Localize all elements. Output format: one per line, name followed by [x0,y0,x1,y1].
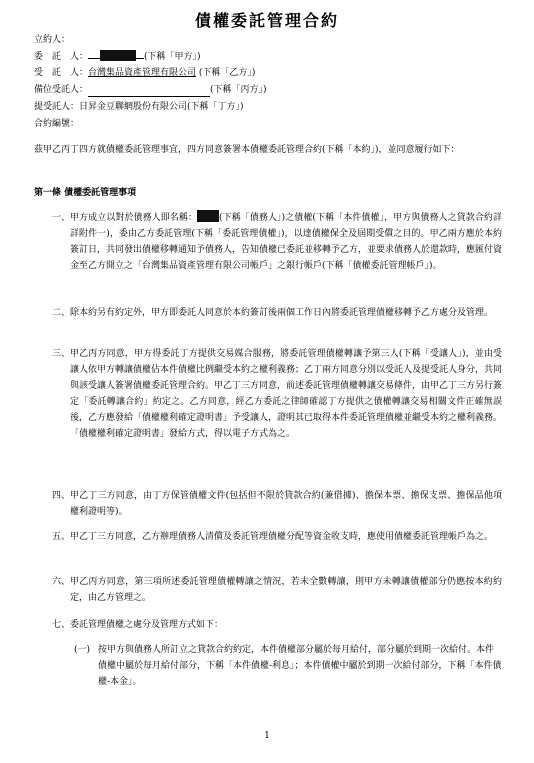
principal-underline-right [136,58,144,59]
page-number: 1 [264,731,270,741]
item-text: 甲乙丁三方同意，由丁方保管債權文件(包括但不限於貸款合約(兼借據)、擔保本票、擔保支票、擔保品他項權利證明等)。 [70,491,502,517]
article-1-heading: 第一條 債權委託管理事項 [34,188,137,198]
item-number: 四、 [52,491,71,501]
article-1-item-6 [52,574,502,606]
item-number: 六、 [52,577,71,587]
article-1-item-4 [52,488,502,520]
platform-line [34,101,244,113]
item-number: 一、 [52,213,71,223]
item-number: 七、 [52,620,71,630]
article-1-item-3 [52,346,502,442]
item-text: 甲乙丁三方同意，乙方辦理債務人清償及委託管理債權分配等資金收支時，應使用債權委託管理帳戶為之。 [70,532,494,542]
principal-redaction [100,50,136,61]
item-text-a: 甲方成立以對於債務人即名稱： [70,213,198,223]
item-number: 五、 [52,532,71,542]
principal-line [34,50,201,63]
article-1-item-2 [52,305,502,321]
item-text-b: (下稱「債務人」)之債權(下稱「本件債權」，甲方與債務人之貸款合約詳詳附件一)，委由乙方委託管理(下稱「委託管理債權」)，以達債權保全及屆期受償之目的。甲乙兩方應於本約簽訂日，共同發出債權移轉通知予債務人，告知債權已委託並移轉予乙方，並要求債務人於還款時，應匯付資金至乙方開立之「台灣集品資產管理有限公司帳戶」之銀行帳戶(下稱「債權委託管理帳戶」)。 [70,213,503,271]
item-text: 除本約另有約定外，甲方即委託人同意於本約簽訂後兩個工作日內將委託管理債權移轉予乙方處分及管理。 [70,308,494,318]
platform-text: 日昇金豆聯網股份有限公司(下稱「丁方」) [79,102,244,112]
trustee-line [34,67,255,79]
trustee-label: 受 託 人： [34,68,89,78]
article-1-item-1 [52,210,502,274]
assignee-label: 備位受託人： [34,85,89,95]
article-1-item-7 [52,617,502,633]
article-1-item-7-sub-1 [74,642,502,690]
assignee-line [34,84,267,97]
item-number: 二、 [52,308,71,318]
trustee-name: 台灣集品資產管理有限公司 [88,68,197,78]
contract-number: 合約編號： [34,119,80,129]
item-text: 甲乙丙方同意，第三項所述委託管理債權轉讓之情況，若未全數轉讓，則甲方未轉讓債權部分仍應按本約約定，由乙方管理之。 [70,577,502,603]
article-1-item-5 [52,529,502,545]
principal-label: 委 託 人： [34,52,89,62]
item-text: 委託管理債權之處分及管理方式如下： [70,620,224,630]
intro-paragraph: 茲甲乙丙丁四方就債權委託管理事宜，四方同意簽署本債權委託管理合約(下稱「本約」)，並同意履行如下： [34,145,460,155]
assignee-suffix: (下稱「丙方」) [210,85,267,95]
item-number: 三、 [52,349,71,359]
debtor-redaction [197,210,219,222]
parties-header: 立約人： [34,35,71,45]
trustee-suffix: (下稱「乙方」) [198,68,256,78]
item-text: 甲乙丙方同意，甲方得委託丁方提供交易媒合服務，將委託管理債權轉讓予第三人(下稱「受讓人」)，並由受讓人依甲方轉讓債權佔本件債權比例繼受本約之權利義務；乙丁兩方同意分別以受託人及提受託人身分，共同與該受讓人簽署債權委託管理合約。甲乙丁三方同意，前述委託管理債權轉讓交易條件，由甲乙丁三方另行簽定「委託轉讓合約」約定之。乙方同意，經乙方委託之律師確認丁方提供之債權轉讓交易相關文件正確無誤後，乙方應發給「債權權利確定證明書」予受讓人，證明其已取得本件委託管理債權並繼受本約之權利義務。「債權權利確定證明書」發給方式，得以電子方式為之。 [70,349,503,439]
platform-label: 提受託人： [34,102,80,112]
principal-suffix: (下稱「甲方」) [144,52,201,62]
sub-item-number: (一) [74,645,91,655]
assignee-blank [88,84,210,97]
principal-underline-left [88,58,100,59]
document-title: 債權委託管理合約 [194,11,339,30]
sub-item-text: 按甲方與債務人所訂立之貸款合約約定，本件債權部分屬於每月給付，部分屬於到期一次給付。本件債權中屬於每月給付部分，下稱「本件債權-利息」；本件債權中屬於到期一次給付部分，下稱「本件債權-本金」。 [98,645,502,687]
